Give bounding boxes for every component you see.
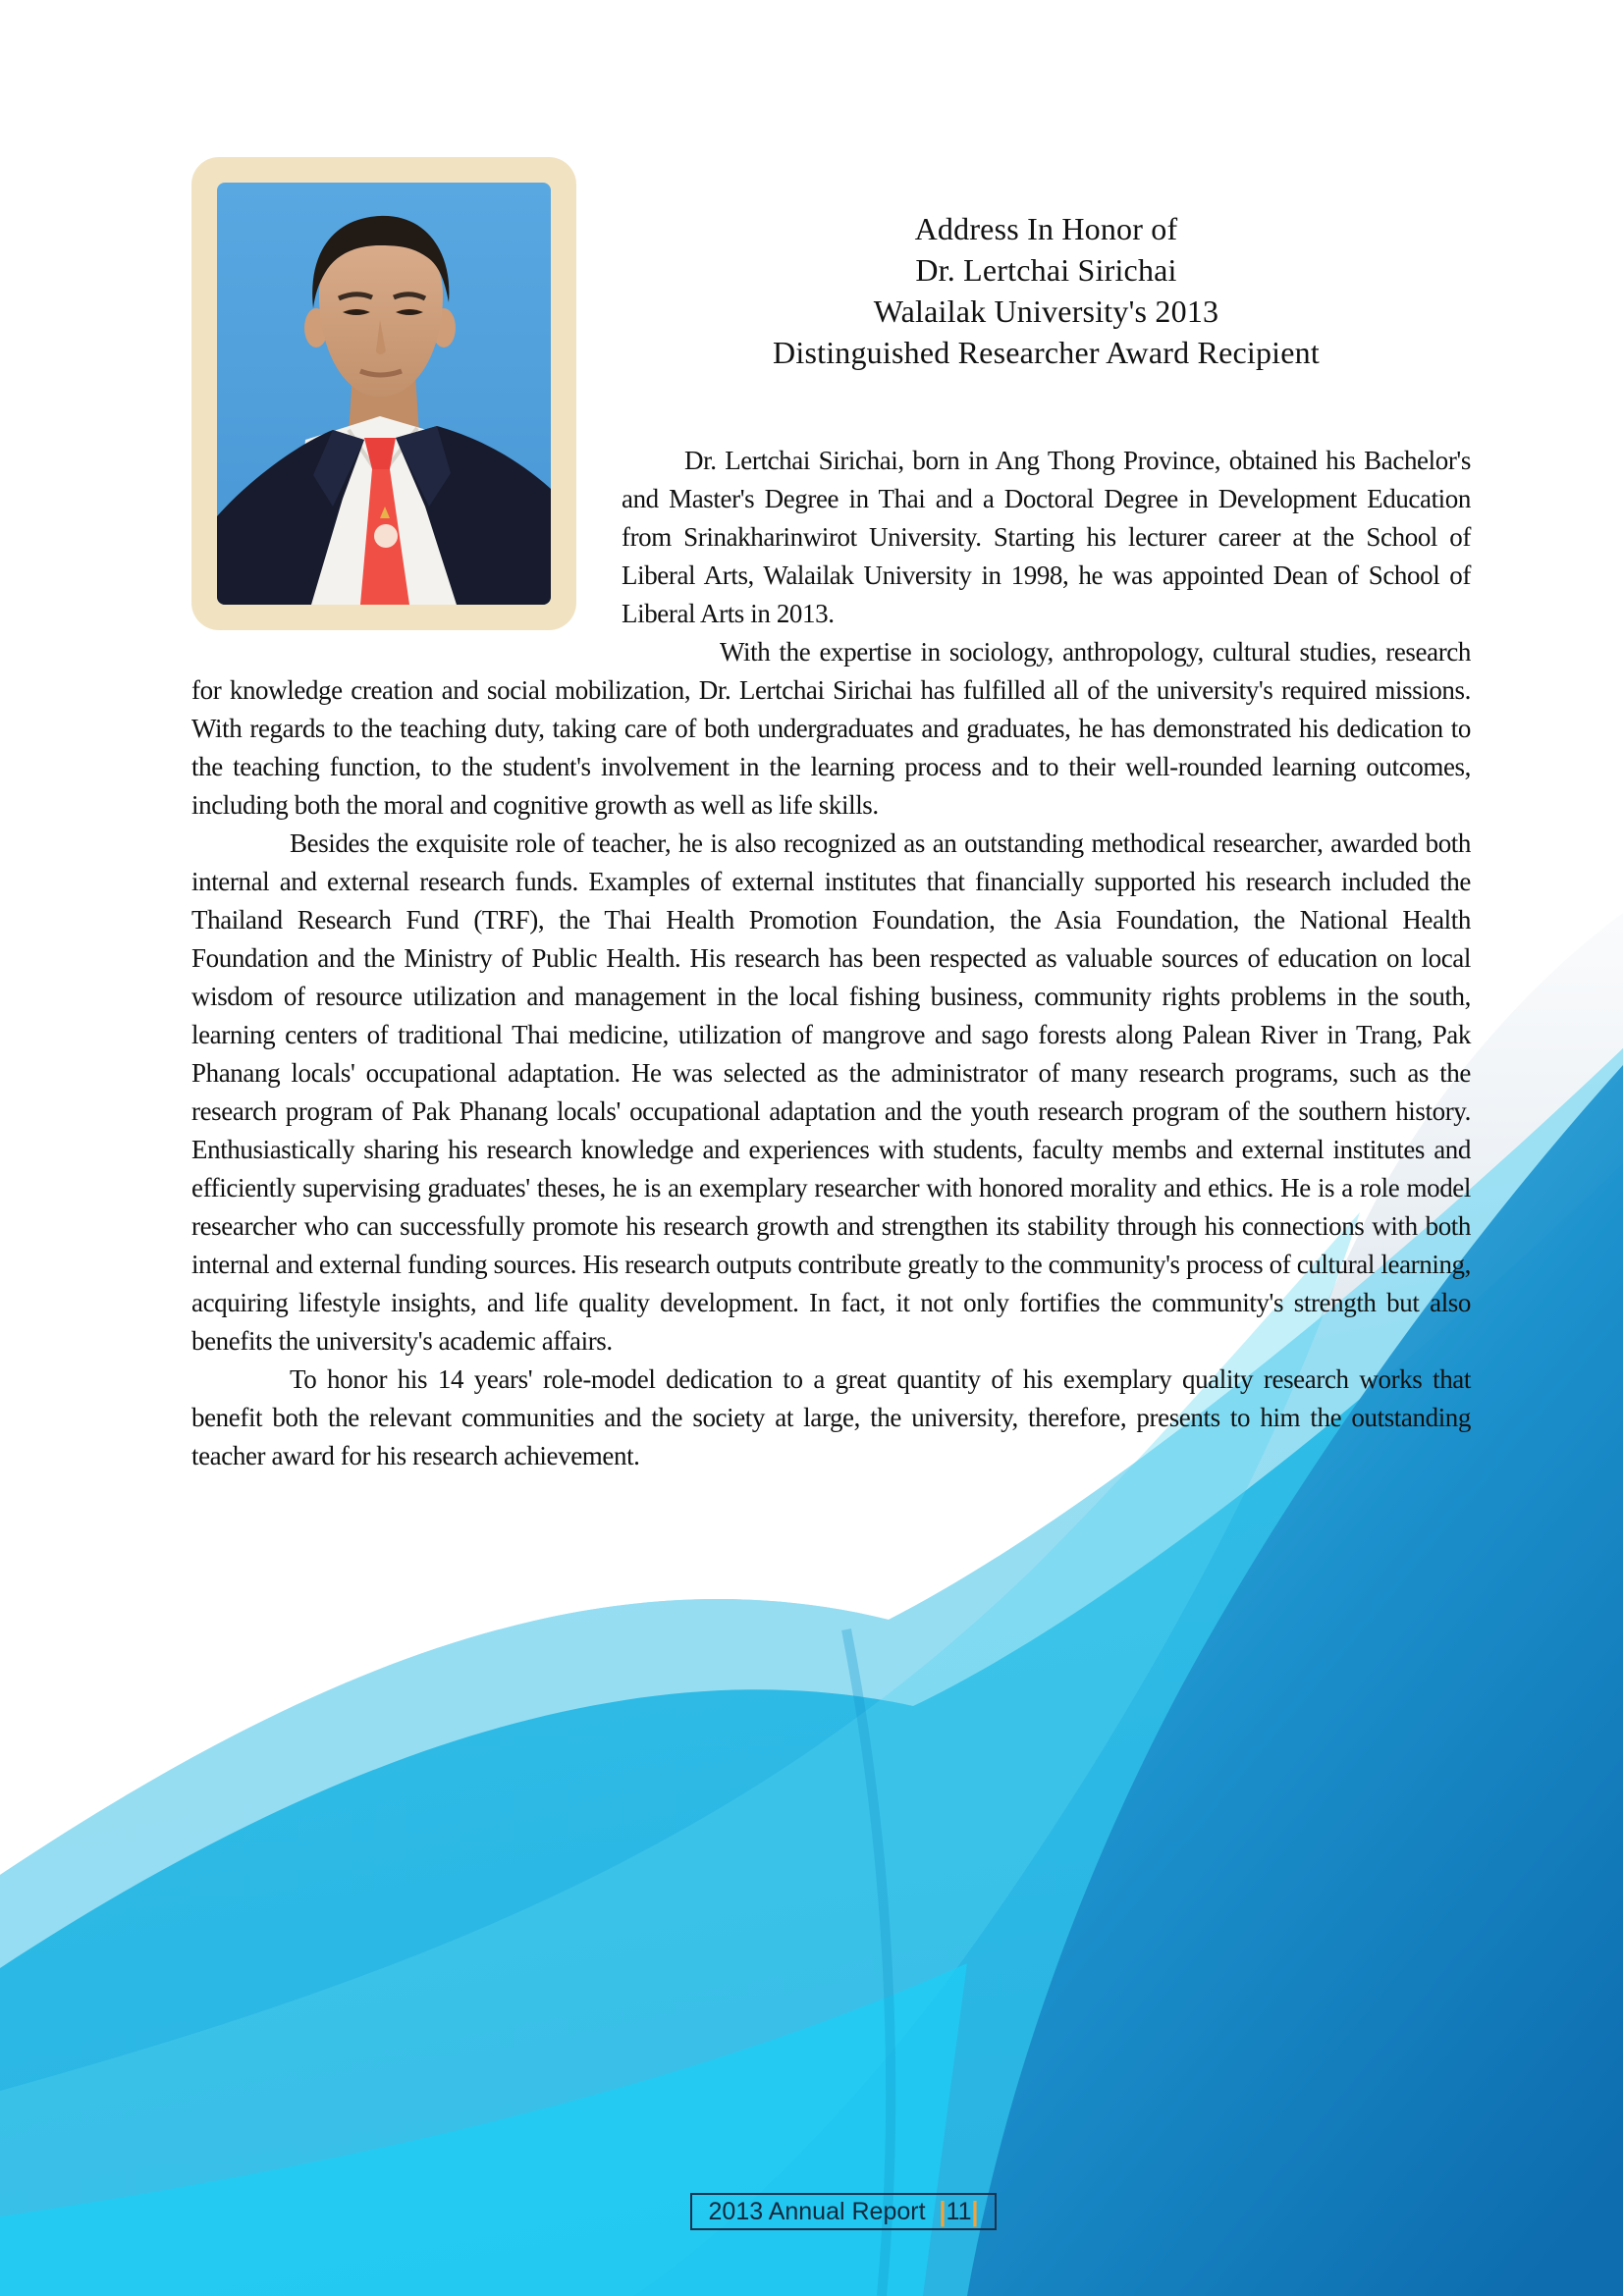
footer-report-label: 2013 Annual Report [708,2197,926,2225]
footer-separator: | [939,2196,947,2226]
body-paragraph-2: With the expertise in sociology, anthropology, cultural studies, research for knowledge creation and social mobilization, Dr. Lertchai Sirichai has fulfilled all of the university's required missions. With regards to the teaching duty, taking care of both undergraduates and graduates, he has demonstrated his dedication to the teaching function, to the student's involvement in the learning process and to their well-rounded learning outcomes, including both the moral and cognitive growth as well as life skills. [191,637,1471,820]
body-paragraph-4: To honor his 14 years' role-model dedication to a great quantity of his exemplary quality research works that benefit both the relevant communities and the society at large, the university, therefore, presents to him the outstanding teacher award for his research achievement. [191,1364,1471,1470]
page-title-line: Address In Honor of [914,211,1178,246]
portrait-photo [217,183,551,605]
body-paragraph-1: Dr. Lertchai Sirichai, born in Ang Thong Province, obtained his Bachelor's and Master's Degree in Thai and a Doctoral Degree in Development Education from Srinakharinwirot University. Starting his lecturer career at the School of Liberal Arts, Walailak University in 1998, he was appointed Dean of School of Liberal Arts in 2013. [622,446,1471,628]
page-title-line: Walailak University's 2013 [873,294,1219,329]
body-paragraph-3: Besides the exquisite role of teacher, he is also recognized as an outstanding methodical researcher, awarded both internal and external research funds. Examples of external institutes that financially supported his research included the Thailand Research Fund (TRF), the Thai Health Promotion Foundation, the Asia Foundation, the National Health Foundation and the Ministry of Public Health. His research has been respected as valuable sources of education on local wisdom of resource utilization and management in the local fishing business, community rights problems in the south, learning centers of traditional Thai medicine, utilization of mangrove and sago forests along Palean River in Trang, Pak Phanang locals' occupational adaptation. He was selected as the administrator of many research programs, such as the research program of Pak Phanang locals' occupational adaptation and the youth research program of the southern history. Enthusiastically sharing his research knowledge and experiences with students, faculty membs and external institutes and efficiently supervising graduates' theses, he is an exemplary researcher with honored morality and ethics. He is a role model researcher who can successfully promote his research growth and strengthen its stability through his connections with both internal and external funding sources. His research outputs contribute greatly to the community's process of cultural learning, acquiring lifestyle insights, and life quality development. In fact, it not only fortifies the community's strength but also benefits the university's academic affairs. [191,828,1471,1356]
page-title-line: Distinguished Researcher Award Recipient [773,335,1320,370]
footer-separator: | [971,2196,979,2226]
footer-page-number: 11 [946,2197,972,2225]
page-title-line: Dr. Lertchai Sirichai [915,252,1177,288]
portrait-photo-frame [191,157,576,630]
